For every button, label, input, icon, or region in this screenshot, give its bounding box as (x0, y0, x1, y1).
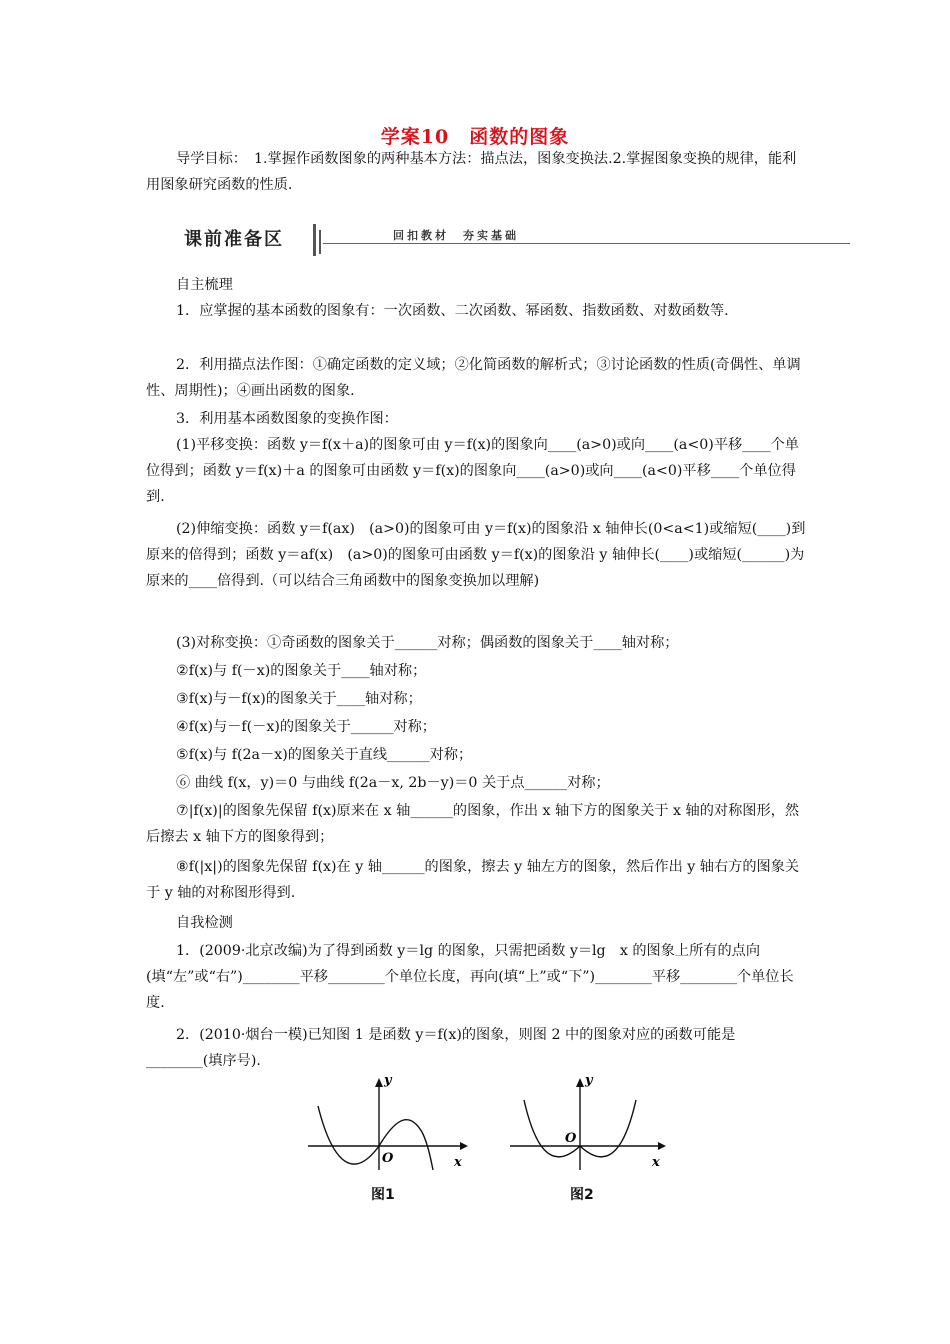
figure-1 (300, 1074, 480, 1174)
banner-rule (323, 243, 850, 244)
figure-2-graph (500, 1074, 680, 1174)
paragraph-item: ④f(x)与－f(－x)的图象关于______对称； (176, 719, 436, 735)
paragraph-item: ⑦|f(x)|的图象先保留 f(x)原来在 x 轴______的图象，作出 x 轴下方的图象关于 x 轴的对称图形，然后擦去 x 轴下方的图象得到； (146, 803, 800, 845)
paragraph-item: ⑥ 曲线 f(x，y)＝0 与曲线 f(2a－x, 2b－y)＝0 关于点______对称； (176, 775, 610, 791)
learning-goals: 导学目标： 1.掌握作函数图象的两种基本方法：描点法，图象变换法.2.掌握图象变换的规律，能利用图象研究函数的性质. (146, 151, 797, 193)
paragraph-item: ⑤f(x)与 f(2a－x)的图象关于直线______对称； (176, 747, 473, 763)
banner-subtitle: 回扣教材 夯实基础 (393, 229, 519, 242)
y-label: y (384, 1074, 392, 1088)
test-question: 1．(2009·北京改编)为了得到函数 y＝lg 的图象，只需把函数 y＝lg x 的图象上所有的点向(填“左”或“右”)________平移________个单位长度，再向(填“上”或“下”)________平移________个单位长度. (146, 943, 794, 1011)
section-banner (178, 222, 850, 262)
figure-1-caption: 图1 (371, 1187, 395, 1203)
paragraph-item: (2)伸缩变换：函数 y＝f(ax) (a>0)的图象可由 y＝f(x)的图象沿 x 轴伸长(0<a<1)或缩短(____)到原来的倍得到；函数 y＝af(x) (a>0)的图象可由函数 y＝f(x)的图象沿 y 轴伸长(____)或缩短(______)为原来的____倍得到.（可以结合三角函数中的图象变换加以理解) (146, 521, 806, 589)
x-label: x (652, 1155, 660, 1170)
paragraph-item: 1．应掌握的基本函数的图象有：一次函数、二次函数、幂函数、指数函数、对数函数等. (176, 303, 729, 319)
page-title: 学案10 函数的图象 (380, 126, 570, 148)
function-curve (318, 1106, 433, 1170)
figure-2 (500, 1074, 680, 1174)
figure-1-graph (300, 1074, 480, 1174)
origin-label: O (565, 1131, 577, 1146)
paragraph-item: ③f(x)与－f(x)的图象关于____轴对称； (176, 691, 422, 707)
origin-label: O (382, 1151, 394, 1166)
banner-divider (313, 224, 316, 256)
x-axis-arrow-icon (658, 1142, 666, 1150)
x-label: x (454, 1155, 462, 1170)
section-heading-selftest: 自我检测 (176, 915, 233, 931)
paragraph-item: (1)平移变换：函数 y＝f(x＋a)的图象可由 y＝f(x)的图象向____(a>0)或向____(a<0)平移____个单位得到；函数 y＝f(x)＋a 的图象可由函数 y＝f(x)的图象向____(a>0)或向____(a<0)平移____个单位得到. (146, 437, 799, 505)
y-axis-arrow-icon (576, 1078, 584, 1087)
y-axis-arrow-icon (375, 1078, 383, 1087)
paragraph-item: 3．利用基本函数图象的变换作图： (176, 411, 398, 427)
y-label: y (585, 1074, 593, 1088)
banner-divider (319, 230, 321, 254)
banner-title: 课前准备区 (184, 229, 284, 250)
paragraph-item: 2．利用描点法作图：①确定函数的定义域；②化简函数的解析式；③讨论函数的性质(奇偶性、单调性、周期性)；④画出函数的图象. (146, 357, 801, 399)
paragraph-item: ②f(x)与 f(－x)的图象关于____轴对称； (176, 663, 427, 679)
figure-2-caption: 图2 (570, 1187, 594, 1203)
paragraph-item: ⑧f(|x|)的图象先保留 f(x)在 y 轴______的图象，擦去 y 轴左方的图象，然后作出 y 轴右方的图象关于 y 轴的对称图形得到. (146, 859, 800, 901)
x-axis-arrow-icon (460, 1142, 468, 1150)
section-heading-review: 自主梳理 (176, 277, 233, 293)
test-question: 2．(2010·烟台一模)已知图 1 是函数 y＝f(x)的图象，则图 2 中的图象对应的函数可能是________(填序号). (146, 1027, 736, 1069)
paragraph-item: (3)对称变换：①奇函数的图象关于______对称；偶函数的图象关于____轴对称； (176, 635, 679, 651)
